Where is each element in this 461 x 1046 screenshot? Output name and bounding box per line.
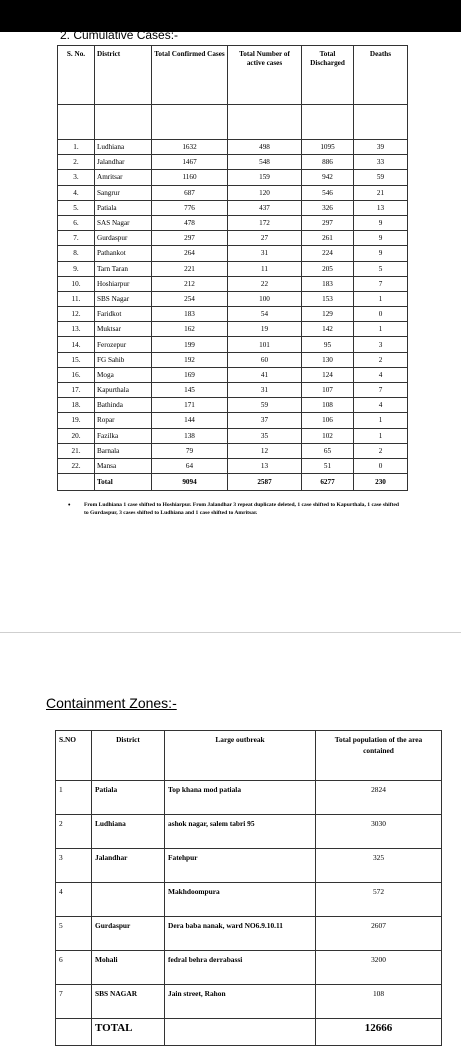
cell-sno: 9. <box>58 261 95 276</box>
containment-zones-title: Containment Zones:- <box>46 695 177 711</box>
cell-district: Moga <box>95 367 152 382</box>
cell-active: 159 <box>228 170 302 185</box>
cell-sno: 6. <box>58 215 95 230</box>
total-population: 12666 <box>316 1019 442 1046</box>
cases-table-body <box>58 105 408 491</box>
cell-district: Fazilka <box>95 428 152 443</box>
table-row <box>58 337 408 352</box>
cell-discharged: 546 <box>302 185 354 200</box>
cell-district: Faridkot <box>95 307 152 322</box>
table-row <box>58 246 408 261</box>
table-row <box>58 443 408 458</box>
cell-district: Gurdaspur <box>95 231 152 246</box>
cell-sno: 18. <box>58 398 95 413</box>
cell-confirmed: 169 <box>152 367 228 382</box>
cell-population: 3030 <box>316 815 442 849</box>
cell-deaths: 9 <box>354 215 408 230</box>
total-row <box>58 474 408 491</box>
cell-district: Barnala <box>95 443 152 458</box>
table-row <box>58 383 408 398</box>
header-population: Total population of the area contained <box>316 731 442 781</box>
cell-confirmed: 183 <box>152 307 228 322</box>
cell-deaths: 4 <box>354 367 408 382</box>
cell-discharged: 142 <box>302 322 354 337</box>
table-header-row <box>58 46 408 105</box>
total-active: 2587 <box>228 474 302 491</box>
table-row <box>58 140 408 155</box>
cell-confirmed: 138 <box>152 428 228 443</box>
cell-sno: 2. <box>58 155 95 170</box>
cell-district: Ropar <box>95 413 152 428</box>
cell-district: Kapurthala <box>95 383 152 398</box>
cell-population: 2824 <box>316 781 442 815</box>
cell-discharged: 1095 <box>302 140 354 155</box>
cell-confirmed: 64 <box>152 458 228 473</box>
cell-confirmed: 776 <box>152 200 228 215</box>
cell-deaths: 1 <box>354 413 408 428</box>
cell-active: 437 <box>228 200 302 215</box>
cell-active: 13 <box>228 458 302 473</box>
cell-large-outbreak: fedral behra derrabassi <box>165 951 316 985</box>
cell-deaths: 3 <box>354 337 408 352</box>
cell-active: 59 <box>228 398 302 413</box>
cell-district: Jalandhar <box>92 849 165 883</box>
header-sno: S. No. <box>58 46 95 105</box>
table-row <box>56 849 442 883</box>
table-row <box>56 781 442 815</box>
cell-confirmed: 1632 <box>152 140 228 155</box>
cell-sno: 16. <box>58 367 95 382</box>
table-row <box>58 170 408 185</box>
cell-sno: 3. <box>58 170 95 185</box>
cell-active: 12 <box>228 443 302 458</box>
cell-sno: 10. <box>58 276 95 291</box>
cell-deaths: 2 <box>354 352 408 367</box>
bullet-icon: • <box>68 501 71 509</box>
cell-sno: 14. <box>58 337 95 352</box>
cell-discharged: 224 <box>302 246 354 261</box>
cell-discharged: 205 <box>302 261 354 276</box>
cell-large-outbreak: Dera baba nanak, ward NO6.9.10.11 <box>165 917 316 951</box>
cell-active: 60 <box>228 352 302 367</box>
table-row <box>58 458 408 473</box>
total-sno <box>56 1019 92 1046</box>
table-row <box>58 307 408 322</box>
header-active: Total Number of active cases <box>228 46 302 105</box>
cell-discharged: 326 <box>302 200 354 215</box>
table-row <box>56 883 442 917</box>
cell-district: Tarn Taran <box>95 261 152 276</box>
total-row <box>56 1019 442 1046</box>
cell-sno: 1 <box>56 781 92 815</box>
cell-confirmed: 192 <box>152 352 228 367</box>
cell-discharged: 95 <box>302 337 354 352</box>
cell-district: Ludhiana <box>92 815 165 849</box>
cell-population: 2607 <box>316 917 442 951</box>
table-row <box>58 413 408 428</box>
cell-district: Muktsar <box>95 322 152 337</box>
cell-discharged: 153 <box>302 291 354 306</box>
cell-discharged: 106 <box>302 413 354 428</box>
cell-population: 325 <box>316 849 442 883</box>
cell-discharged: 886 <box>302 155 354 170</box>
cell-district: Patiala <box>95 200 152 215</box>
table-row <box>58 261 408 276</box>
cell-sno: 3 <box>56 849 92 883</box>
cell-population: 108 <box>316 985 442 1019</box>
cell-deaths: 33 <box>354 155 408 170</box>
cell-sno: 20. <box>58 428 95 443</box>
cell-confirmed: 264 <box>152 246 228 261</box>
table-row <box>56 815 442 849</box>
header-district: District <box>95 46 152 105</box>
total-confirmed: 9094 <box>152 474 228 491</box>
cell-sno: 7. <box>58 231 95 246</box>
cell-district: Ludhiana <box>95 140 152 155</box>
cell-district <box>92 883 165 917</box>
table-row <box>58 352 408 367</box>
table-row <box>58 276 408 291</box>
cell-large-outbreak: Makhdoompura <box>165 883 316 917</box>
cell-confirmed: 212 <box>152 276 228 291</box>
cell-discharged: 124 <box>302 367 354 382</box>
total-deaths: 230 <box>354 474 408 491</box>
cell-discharged: 183 <box>302 276 354 291</box>
cell-deaths: 1 <box>354 428 408 443</box>
cell-active: 120 <box>228 185 302 200</box>
cell-confirmed: 144 <box>152 413 228 428</box>
cell-active: 31 <box>228 246 302 261</box>
header-sno: S.NO <box>56 731 92 781</box>
cell-confirmed: 478 <box>152 215 228 230</box>
cell-district: Pathankot <box>95 246 152 261</box>
cell-sno: 2 <box>56 815 92 849</box>
table-row <box>56 951 442 985</box>
cell-deaths: 7 <box>354 276 408 291</box>
cell-district: Hoshiarpur <box>95 276 152 291</box>
cell-sno: 21. <box>58 443 95 458</box>
cell-district: Jalandhar <box>95 155 152 170</box>
table-row <box>58 322 408 337</box>
table-row <box>58 231 408 246</box>
total-discharged: 6277 <box>302 474 354 491</box>
cell-active: 101 <box>228 337 302 352</box>
cell-sno: 11. <box>58 291 95 306</box>
cell-active: 37 <box>228 413 302 428</box>
header-large-outbreak: Large outbreak <box>165 731 316 781</box>
table-row <box>58 200 408 215</box>
total-sno <box>58 474 95 491</box>
cell-discharged: 261 <box>302 231 354 246</box>
cell-deaths: 39 <box>354 140 408 155</box>
cumulative-cases-title: 2. Cumulative Cases:- <box>60 28 179 42</box>
table-row <box>58 185 408 200</box>
cell-sno: 5 <box>56 917 92 951</box>
table-row <box>58 291 408 306</box>
cell-active: 19 <box>228 322 302 337</box>
cell-large-outbreak: Jain street, Rahon <box>165 985 316 1019</box>
cell-active: 35 <box>228 428 302 443</box>
table-row <box>56 917 442 951</box>
cell-deaths: 21 <box>354 185 408 200</box>
total-district: Total <box>95 474 152 491</box>
cell-confirmed: 79 <box>152 443 228 458</box>
cell-active: 41 <box>228 367 302 382</box>
cell-district: Sangrur <box>95 185 152 200</box>
zones-table-body <box>56 781 442 1046</box>
cell-deaths: 9 <box>354 231 408 246</box>
cell-discharged: 65 <box>302 443 354 458</box>
cell-population: 3200 <box>316 951 442 985</box>
cell-active: 548 <box>228 155 302 170</box>
cell-active: 22 <box>228 276 302 291</box>
cell-active: 11 <box>228 261 302 276</box>
cell-discharged: 942 <box>302 170 354 185</box>
header-confirmed: Total Confirmed Cases <box>152 46 228 105</box>
cell-discharged: 107 <box>302 383 354 398</box>
cell-district: Ferozepur <box>95 337 152 352</box>
cell-active: 172 <box>228 215 302 230</box>
cell-large-outbreak: ashok nagar, salem tabri 95 <box>165 815 316 849</box>
cell-confirmed: 254 <box>152 291 228 306</box>
cell-sno: 7 <box>56 985 92 1019</box>
cell-sno: 17. <box>58 383 95 398</box>
cell-active: 54 <box>228 307 302 322</box>
cell-district: Gurdaspur <box>92 917 165 951</box>
table-row <box>58 215 408 230</box>
cell-district: Amritsar <box>95 170 152 185</box>
cell-sno: 4. <box>58 185 95 200</box>
cumulative-cases-table <box>57 45 408 491</box>
cell-discharged: 51 <box>302 458 354 473</box>
cell-sno: 8. <box>58 246 95 261</box>
cell-sno: 22. <box>58 458 95 473</box>
containment-zones-table <box>55 730 442 1046</box>
cell-active: 31 <box>228 383 302 398</box>
cell-district: Bathinda <box>95 398 152 413</box>
cell-sno: 13. <box>58 322 95 337</box>
cell-sno: 15. <box>58 352 95 367</box>
cell-active: 27 <box>228 231 302 246</box>
cell-confirmed: 171 <box>152 398 228 413</box>
blank-row <box>58 105 408 140</box>
table-row <box>58 428 408 443</box>
cell-sno: 1. <box>58 140 95 155</box>
header-district: District <box>92 731 165 781</box>
cell-deaths: 1 <box>354 291 408 306</box>
cell-confirmed: 1160 <box>152 170 228 185</box>
table-row <box>58 155 408 170</box>
total-district: TOTAL <box>92 1019 165 1046</box>
cell-confirmed: 199 <box>152 337 228 352</box>
cell-large-outbreak: Top khana mod patiala <box>165 781 316 815</box>
cell-district: Mansa <box>95 458 152 473</box>
cell-confirmed: 297 <box>152 231 228 246</box>
cell-large-outbreak: Fatehpur <box>165 849 316 883</box>
cell-deaths: 59 <box>354 170 408 185</box>
cell-confirmed: 687 <box>152 185 228 200</box>
cell-confirmed: 162 <box>152 322 228 337</box>
cell-discharged: 102 <box>302 428 354 443</box>
cell-sno: 5. <box>58 200 95 215</box>
cell-deaths: 13 <box>354 200 408 215</box>
cell-deaths: 7 <box>354 383 408 398</box>
cell-active: 100 <box>228 291 302 306</box>
table-header-row <box>56 731 442 781</box>
cell-district: SAS Nagar <box>95 215 152 230</box>
cell-sno: 12. <box>58 307 95 322</box>
cell-district: Mohali <box>92 951 165 985</box>
cell-sno: 6 <box>56 951 92 985</box>
cell-deaths: 0 <box>354 458 408 473</box>
cell-district: FG Sahib <box>95 352 152 367</box>
table-row <box>58 398 408 413</box>
cell-deaths: 9 <box>354 246 408 261</box>
cell-discharged: 108 <box>302 398 354 413</box>
cell-deaths: 0 <box>354 307 408 322</box>
cell-confirmed: 221 <box>152 261 228 276</box>
table-row <box>58 367 408 382</box>
header-discharged: Total Discharged <box>302 46 354 105</box>
cell-district: SBS Nagar <box>95 291 152 306</box>
cell-discharged: 130 <box>302 352 354 367</box>
shift-note <box>68 501 404 517</box>
cell-sno: 4 <box>56 883 92 917</box>
cell-district: SBS NAGAR <box>92 985 165 1019</box>
page-separator <box>0 632 461 633</box>
header-deaths: Deaths <box>354 46 408 105</box>
cell-sno: 19. <box>58 413 95 428</box>
cell-confirmed: 145 <box>152 383 228 398</box>
cell-deaths: 2 <box>354 443 408 458</box>
cell-deaths: 5 <box>354 261 408 276</box>
cell-deaths: 1 <box>354 322 408 337</box>
cell-confirmed: 1467 <box>152 155 228 170</box>
cell-district: Patiala <box>92 781 165 815</box>
cell-active: 498 <box>228 140 302 155</box>
cell-population: 572 <box>316 883 442 917</box>
table-row <box>56 985 442 1019</box>
cell-deaths: 4 <box>354 398 408 413</box>
total-large-outbreak <box>165 1019 316 1046</box>
cell-discharged: 297 <box>302 215 354 230</box>
cell-discharged: 129 <box>302 307 354 322</box>
note-text: From Ludhiana 1 case shifted to Hoshiarpur. From Jalandhar 3 repeat duplicate deleted, 1 case shifted to Kapurthala, 1 case shifted to Gurdaspur, 3 cases shifted to Ludhiana and 1 case shifted to Amritsar. <box>84 502 399 516</box>
